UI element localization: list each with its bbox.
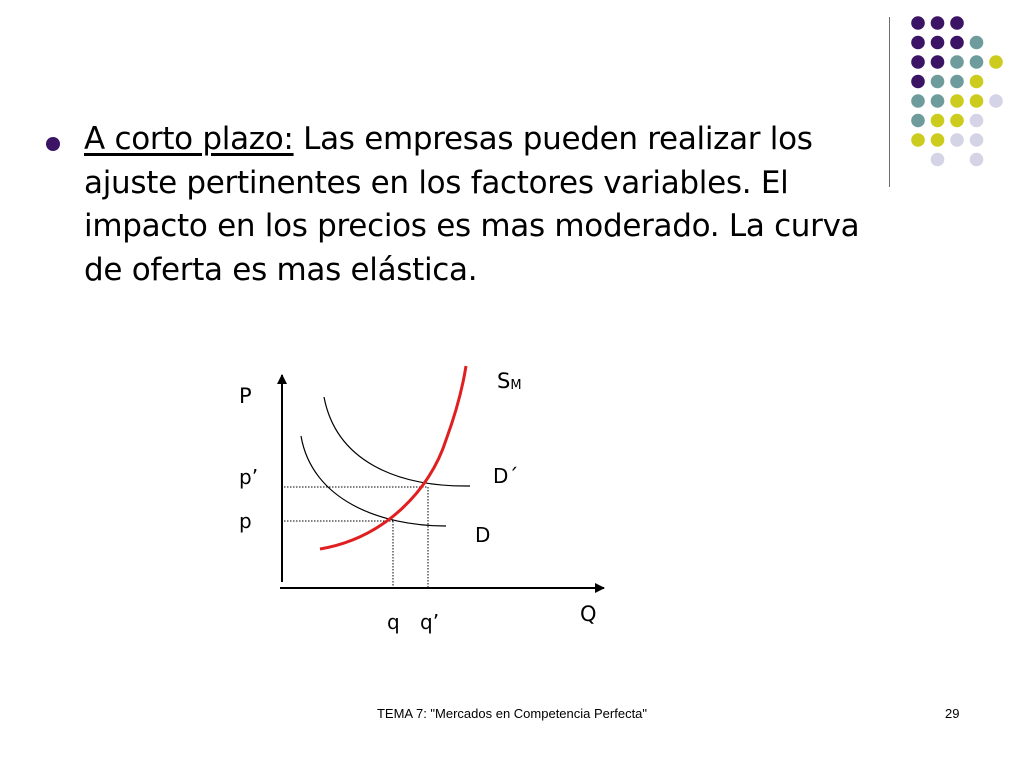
demand-d-prime-label: D´ xyxy=(493,464,519,488)
supply-label-main: S xyxy=(497,369,511,393)
demand-d-label: D xyxy=(475,523,491,547)
page-number: 29 xyxy=(945,706,960,721)
bullet-body: Las empresas pueden realizar los ajuste pertinentes en los factores variables. El impacto en los precios es mas moderado. La curva de oferta es mas elástica. xyxy=(84,121,860,288)
y-axis-label: P xyxy=(239,384,252,408)
footer-title: TEMA 7: "Mercados en Competencia Perfecta" xyxy=(376,706,648,721)
supply-curve-label xyxy=(497,369,522,393)
bullet-lead: A corto plazo: xyxy=(84,121,294,157)
quantity-q-label: q xyxy=(387,610,400,634)
x-axis-label: Q xyxy=(580,602,597,626)
demand-curve-d-prime xyxy=(324,397,470,486)
price-p-prime-label: p’ xyxy=(239,465,259,489)
quantity-q-prime-label: q’ xyxy=(420,610,440,634)
supply-label-subscript: M xyxy=(510,378,522,393)
price-p-label: p xyxy=(239,509,252,533)
